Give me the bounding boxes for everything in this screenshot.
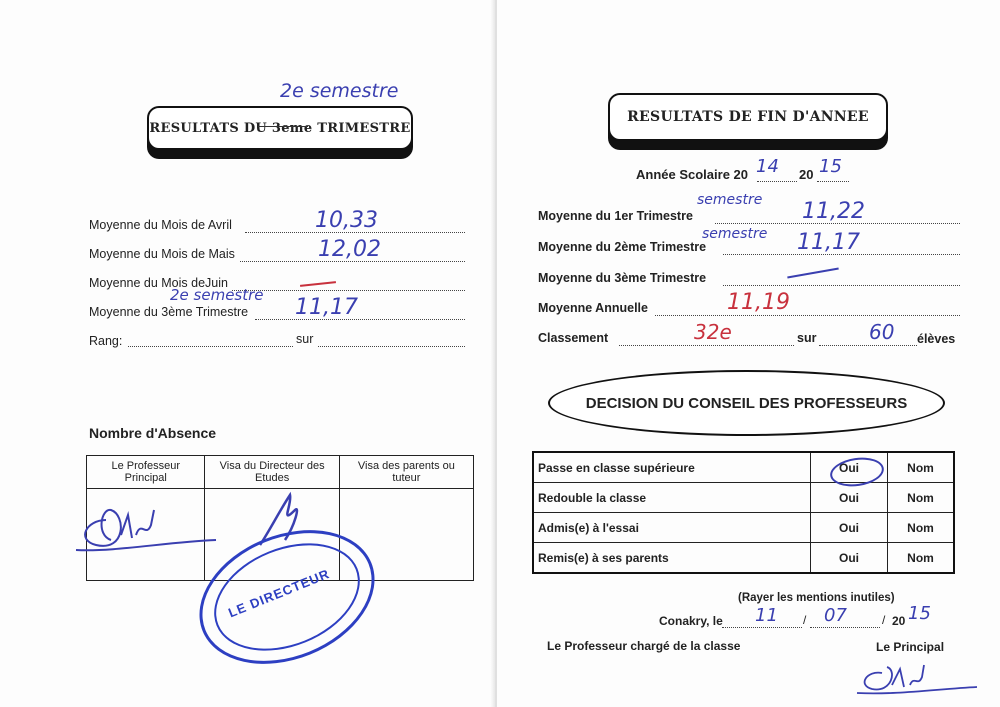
decision-label-essai: Admis(e) à l'essai [533,513,811,543]
decision-oui-essai: Oui [811,513,888,543]
eleves-label: élèves [917,332,956,346]
year-label: Année Scolaire 20 [636,167,748,182]
principal-signature [852,655,982,700]
date-year-prefix: 20 [892,614,906,628]
decision-nom-essai: Nom [888,513,955,543]
year-mid: 20 [799,167,814,182]
classement-label: Classement [538,331,609,345]
value-avril: 10,33 [315,208,378,233]
decision-row [533,543,954,574]
row-label-3eme-trimestre: Moyenne du 3ème Trimestre [89,305,249,319]
principal-label: Le Principal [876,640,945,654]
rang-label: Rang: [89,334,123,348]
decision-table [532,451,955,574]
note-semestre: 2e semestre [170,286,264,304]
left-page [0,0,497,707]
dotted-line [318,346,465,347]
date-slash-2: / [882,613,886,627]
date-slash-1: / [803,613,807,627]
total-eleves: 60 [869,320,895,344]
blue-dash-empty [787,268,839,279]
dotted-line [722,627,802,628]
date-year: 15 [908,603,931,624]
header-visa-directeur: Visa du Directeur des Etudes [205,456,339,489]
value-annuelle: 11,19 [727,290,790,315]
row-label-3eme-trimestre-right: Moyenne du 3ème Trimestre [538,271,707,285]
year-end: 15 [819,156,842,177]
value-mais: 12,02 [318,237,381,262]
dotted-line [757,181,797,182]
row-label-mais: Moyenne du Mois de Mais [89,247,235,261]
red-dash-empty [300,281,336,287]
dotted-line [817,181,849,182]
header-visa-parents: Visa des parents ou tuteur [339,456,473,489]
row-label-2eme-trimestre: Moyenne du 2ème Trimestre [538,240,707,254]
sur-label-right: sur [797,331,817,345]
value-1er-trimestre: 11,22 [802,199,865,224]
dotted-line [819,345,917,346]
note-semestre-1: semestre [697,192,763,208]
decision-nom-passe: Nom [888,452,955,483]
decision-nom-redouble: Nom [888,483,955,513]
stamp-center-text: LE DIRECTEUR [226,566,332,621]
place-label: Conakry, le [659,614,723,628]
banner-title: RESULTATS DU 3eme TRIMESTRE [149,120,411,136]
decision-row [533,483,954,513]
year-start: 14 [756,156,779,177]
dotted-line [619,345,794,346]
row-label-juin: Moyenne du Mois deJuin [89,276,228,290]
row-label-annuelle: Moyenne Annuelle [538,301,648,315]
row-label-1er-trimestre: Moyenne du 1er Trimestre [538,209,693,223]
date-day: 11 [755,605,778,626]
prof-label: Le Professeur chargé de la classe [547,639,741,653]
decision-title: DECISION DU CONSEIL DES PROFESSEURS [585,394,908,412]
classement-value: 32e [694,320,732,344]
decision-oui-passe: Oui [811,452,888,483]
decision-oval [548,370,945,436]
header-prof-principal: Le Professeur Principal [87,456,205,489]
decision-row [533,452,954,483]
value-2eme-trimestre: 11,17 [797,230,860,255]
banner-fin-annee [608,93,888,141]
strike-3eme [258,126,308,127]
dotted-line [723,285,960,286]
dotted-line [655,315,960,316]
decision-row [533,513,954,543]
decision-oui-remis: Oui [811,543,888,574]
rayer-note: (Rayer les mentions inutiles) [738,592,895,604]
value-3eme-trimestre: 11,17 [295,295,358,320]
dotted-line [255,319,465,320]
handwritten-semestre-note: 2e semestre [280,80,399,102]
decision-label-remis: Remis(e) à ses parents [533,543,811,574]
dotted-line [232,290,465,291]
professor-signature [66,490,226,570]
date-month: 07 [824,605,847,626]
banner-title-right: RESULTATS DE FIN D'ANNEE [627,109,869,125]
right-page [497,0,1000,707]
dotted-line [810,627,880,628]
decision-label-redouble: Redouble la classe [533,483,811,513]
decision-oui-redouble: Oui [811,483,888,513]
row-label-avril: Moyenne du Mois de Avril [89,218,232,232]
sur-label: sur [296,332,314,346]
absence-title: Nombre d'Absence [89,425,217,441]
dotted-line [128,346,293,347]
note-semestre-2: semestre [702,226,768,242]
decision-nom-remis: Nom [888,543,955,574]
banner-trimestre-results [147,106,413,150]
decision-label-passe: Passe en classe supérieure [533,452,811,483]
